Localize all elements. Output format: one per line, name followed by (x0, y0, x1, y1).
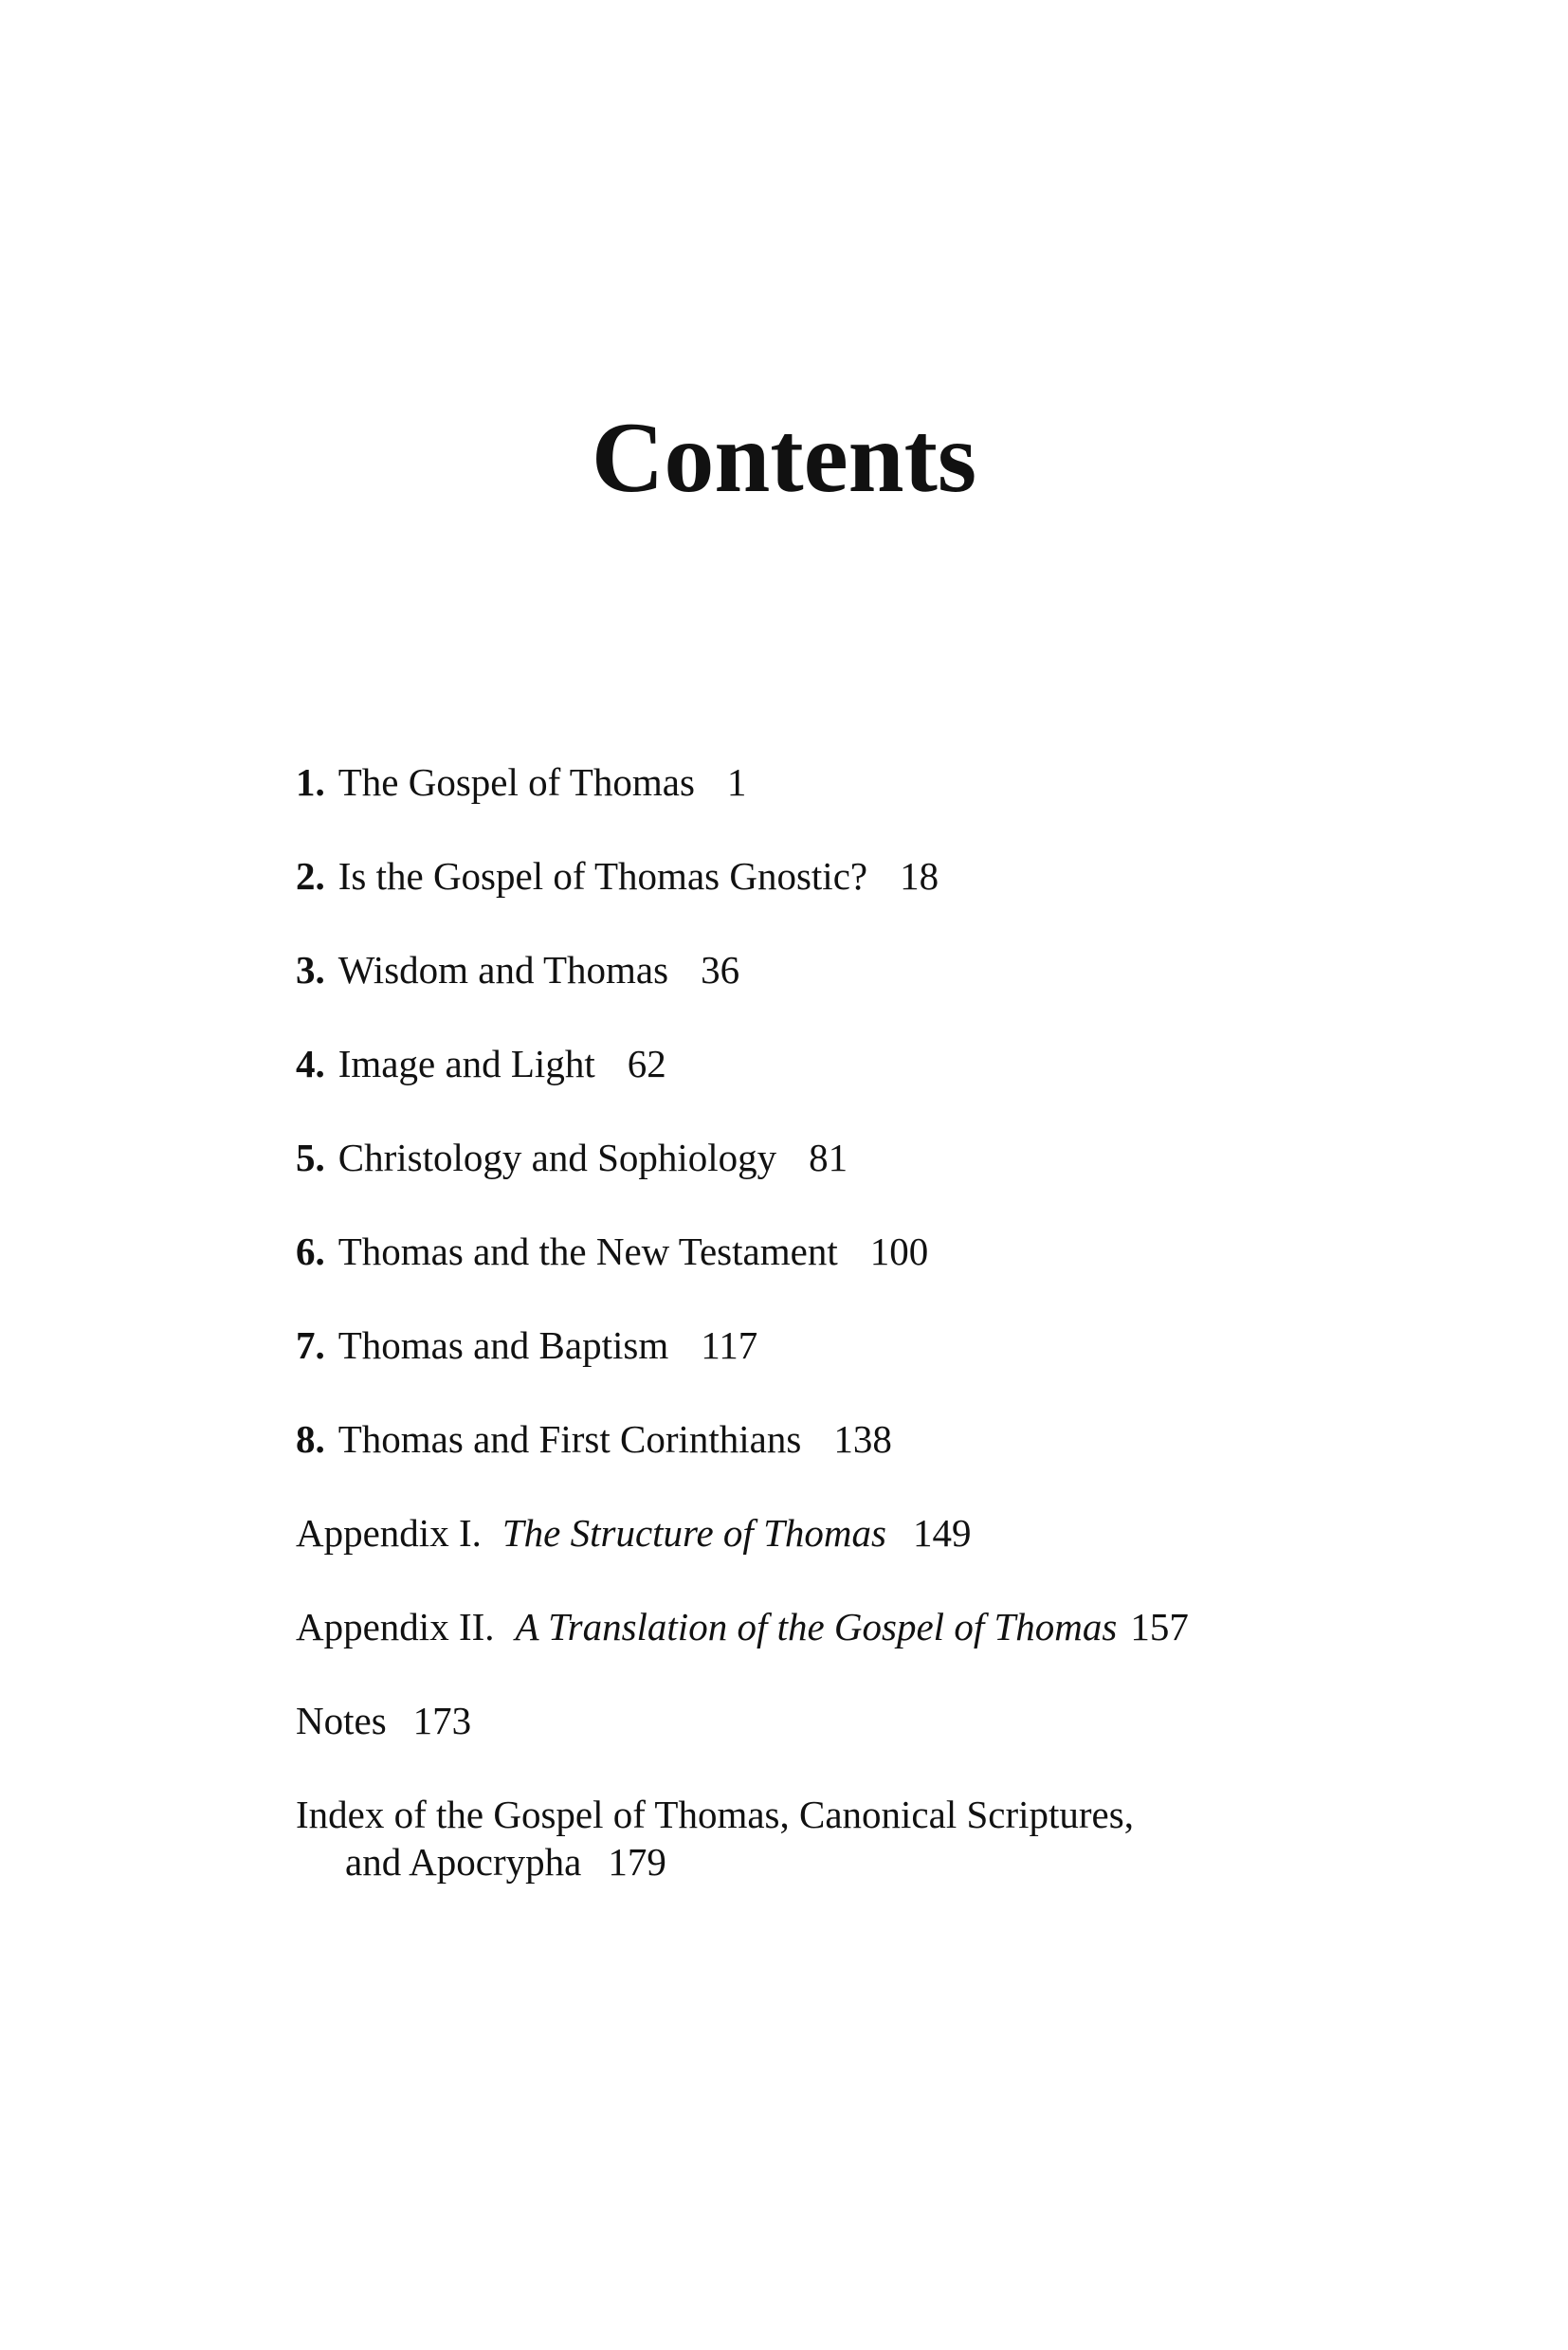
page-number: 36 (701, 948, 740, 992)
chapter-title: Image and Light (337, 1042, 595, 1085)
toc-entry-chapter-3[interactable] (296, 946, 739, 993)
chapter-title: Thomas and Baptism (337, 1323, 669, 1367)
page-number: 179 (608, 1840, 666, 1884)
toc-entry-chapter-1[interactable] (296, 758, 746, 806)
toc-entry-chapter-4[interactable] (296, 1040, 666, 1087)
toc-entry-chapter-8[interactable] (296, 1415, 892, 1463)
chapter-title: Christology and Sophiology (337, 1136, 777, 1179)
chapter-number: 6. (296, 1230, 325, 1273)
chapter-number: 4. (296, 1042, 325, 1085)
toc-entry-chapter-7[interactable] (296, 1321, 757, 1369)
page-number: 157 (1130, 1605, 1189, 1649)
chapter-title: The Gospel of Thomas (337, 760, 695, 804)
page-number: 173 (412, 1699, 472, 1742)
toc-entry-chapter-5[interactable] (296, 1134, 848, 1181)
chapter-number: 1. (296, 760, 325, 804)
chapter-number: 5. (296, 1136, 325, 1179)
page-number: 100 (869, 1230, 929, 1273)
appendix-label: Appendix II. (296, 1605, 495, 1649)
page-number: 138 (833, 1417, 892, 1461)
chapter-number: 7. (296, 1323, 325, 1367)
appendix-title: A Translation of the Gospel of Thomas (515, 1605, 1118, 1649)
toc-entry-appendix-2[interactable] (296, 1603, 1189, 1650)
index-title-line-1: Index of the Gospel of Thomas, Canonical Scriptures, (296, 1793, 1134, 1836)
chapter-title: Thomas and the New Testament (337, 1230, 838, 1273)
page-number: 81 (809, 1136, 848, 1179)
page-number: 18 (900, 854, 939, 898)
toc-entry-chapter-2[interactable] (296, 852, 939, 900)
toc-entry-appendix-1[interactable] (296, 1509, 971, 1557)
page-number: 117 (701, 1323, 758, 1367)
chapter-title: Thomas and First Corinthians (337, 1417, 802, 1461)
chapter-number: 2. (296, 854, 325, 898)
toc-entry-index[interactable] (296, 1791, 1134, 1885)
chapter-title: Wisdom and Thomas (337, 948, 669, 992)
page-title: Contents (591, 402, 977, 513)
appendix-label: Appendix I. (296, 1511, 482, 1555)
chapter-title: Is the Gospel of Thomas Gnostic? (337, 854, 868, 898)
toc-entry-chapter-6[interactable] (296, 1228, 928, 1275)
toc-entry-notes[interactable] (296, 1697, 471, 1744)
chapter-number: 3. (296, 948, 325, 992)
page-number: 62 (627, 1042, 666, 1085)
page-number: 149 (912, 1511, 972, 1555)
index-title-line-2: and Apocrypha (345, 1840, 582, 1884)
appendix-title: The Structure of Thomas (501, 1511, 886, 1555)
index-title-line-2-wrap (296, 1838, 1134, 1885)
page-number: 1 (726, 760, 747, 804)
notes-label: Notes (296, 1699, 387, 1742)
chapter-number: 8. (296, 1417, 325, 1461)
